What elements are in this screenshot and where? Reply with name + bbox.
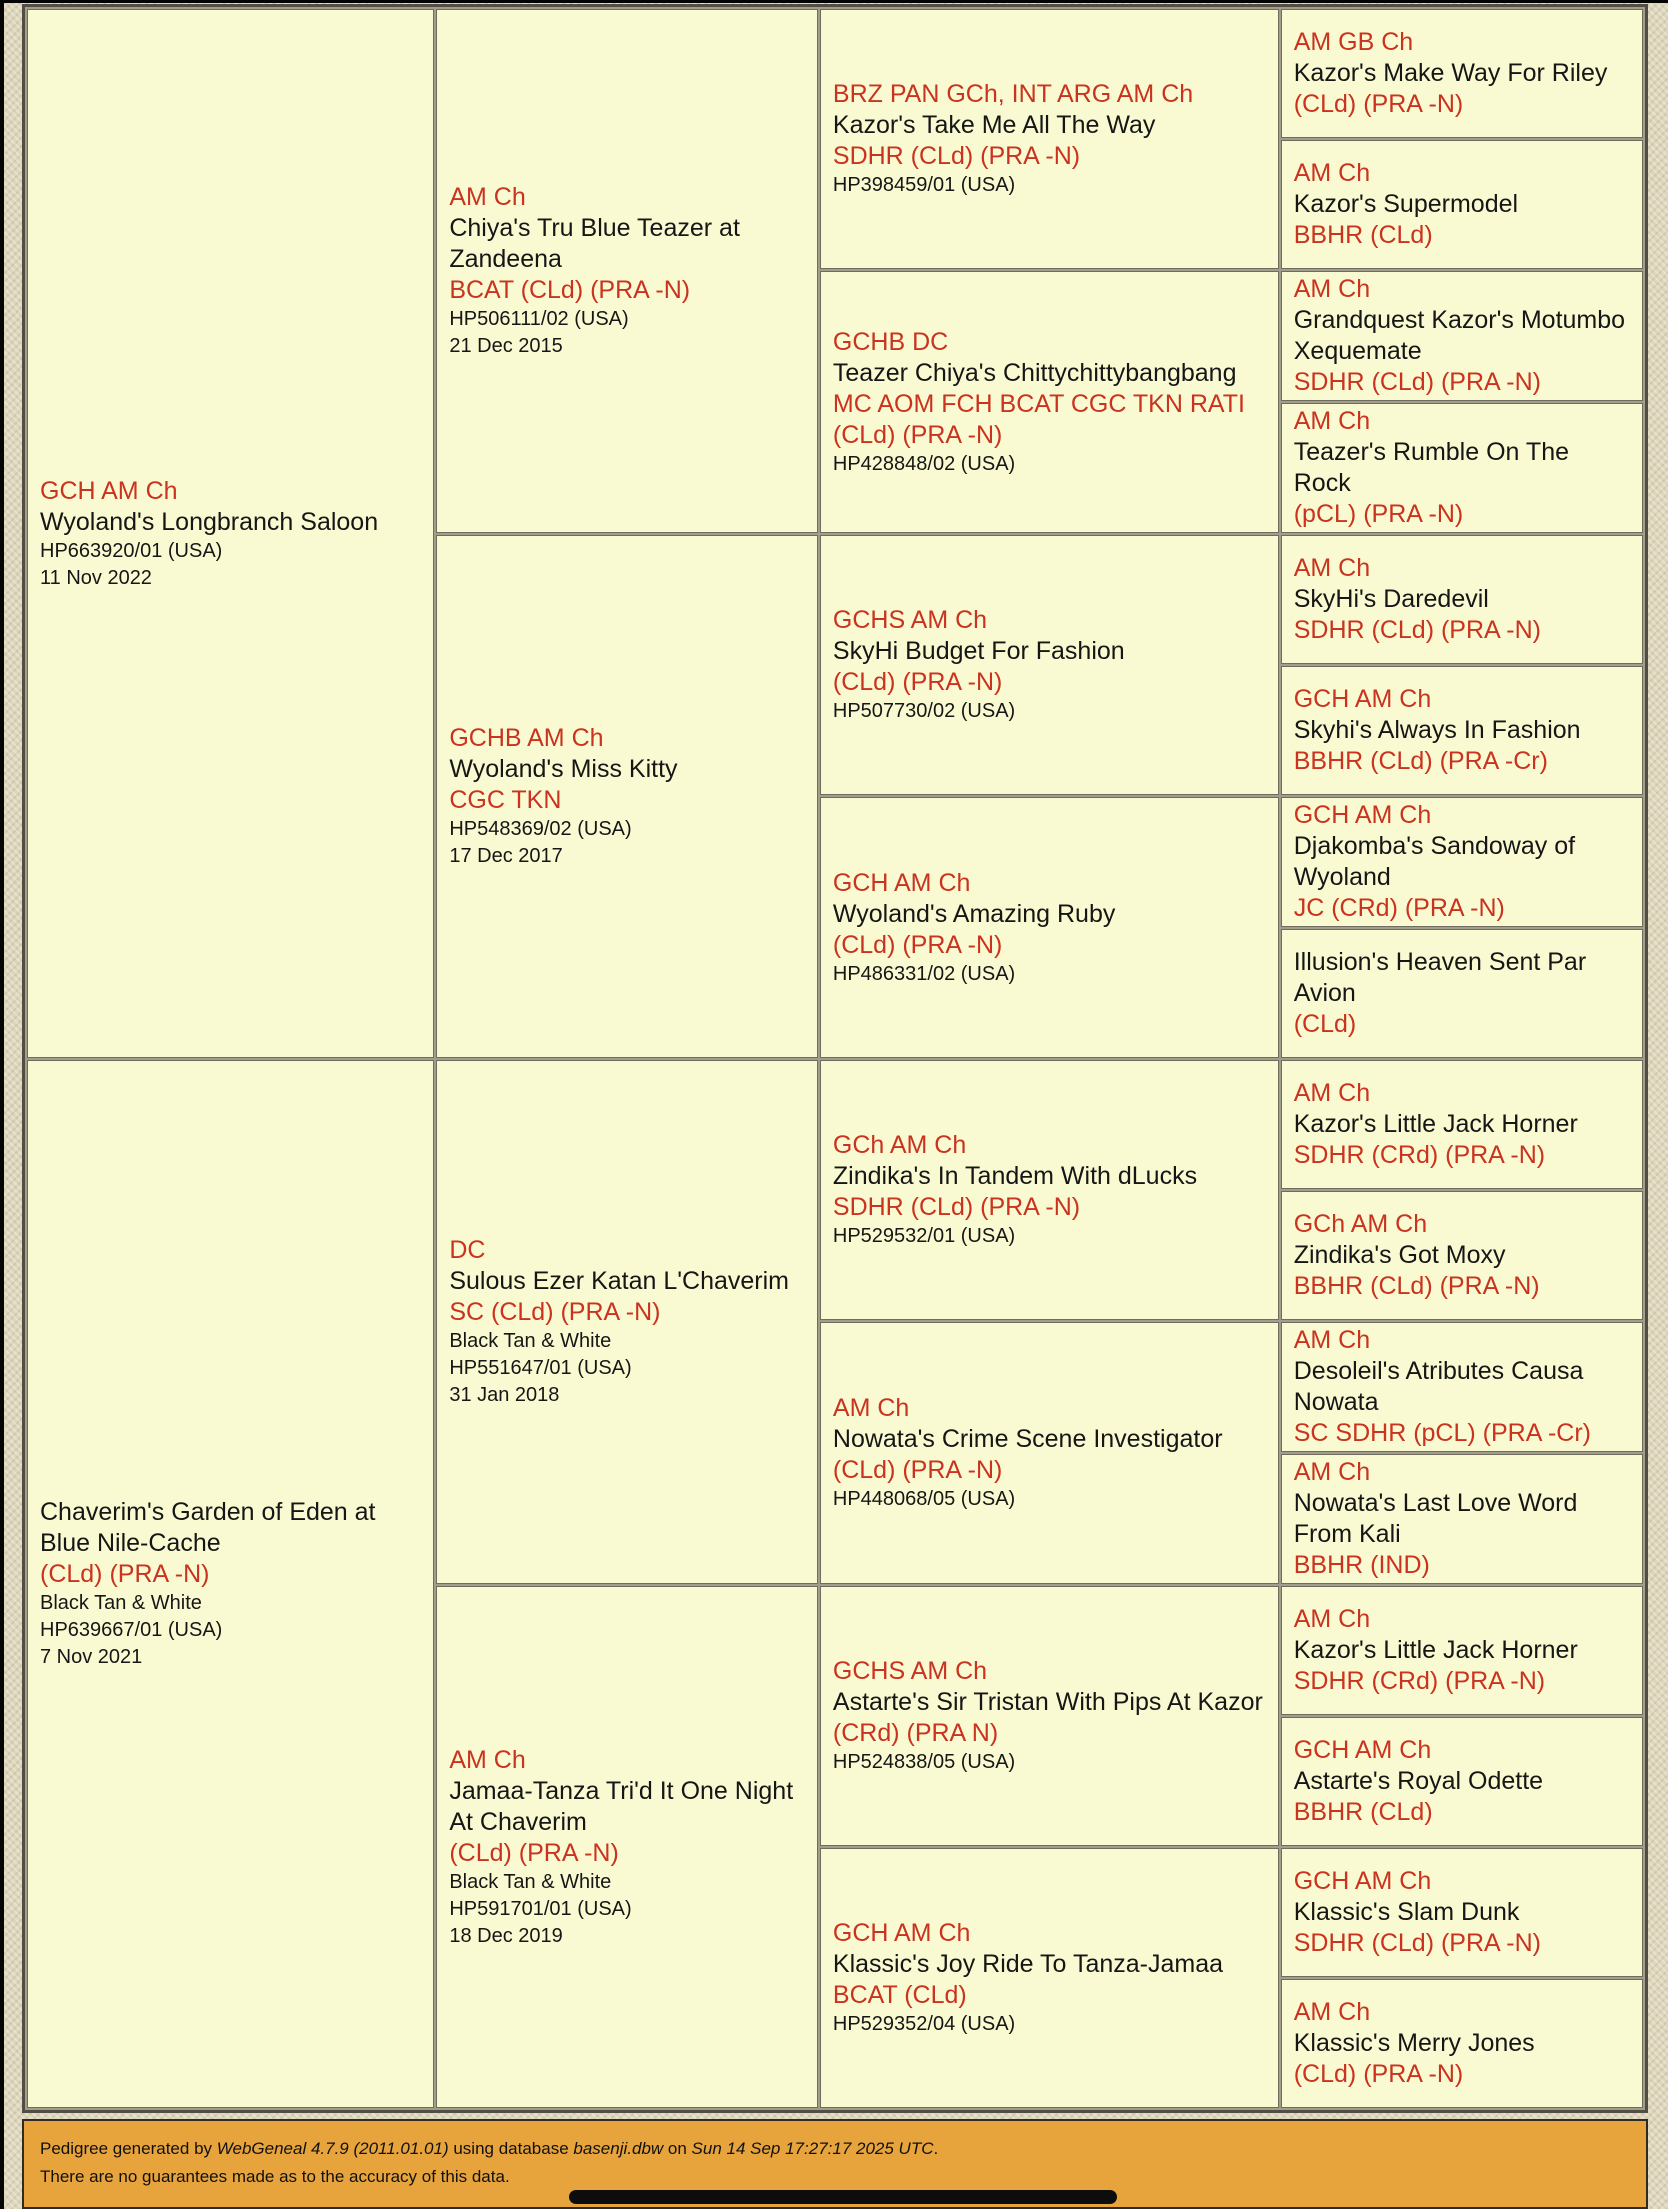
pedigree-cell-g4-13 bbox=[1281, 1717, 1643, 1846]
dog-awards: BBHR (CLd) bbox=[1293, 221, 1433, 249]
dog-name: Kazor's Supermodel bbox=[1293, 190, 1519, 218]
dog-awards: (pCL) (PRA -N) bbox=[1293, 500, 1464, 528]
dog-awards: BBHR (CLd) bbox=[1293, 1798, 1433, 1826]
dog-titles: AM Ch bbox=[449, 183, 526, 211]
dog-awards: SDHR (CLd) (PRA -N) bbox=[1293, 368, 1541, 396]
dog-card bbox=[449, 182, 807, 360]
dog-awards: (CLd) (PRA -N) bbox=[40, 1560, 210, 1588]
dog-card bbox=[1294, 553, 1632, 646]
dog-name: Astarte's Royal Odette bbox=[1293, 1767, 1544, 1795]
window-border-left bbox=[0, 0, 4, 2209]
pedigree-cell-g4-10 bbox=[1281, 1322, 1643, 1452]
dog-name: Sulous Ezer Katan L'Chaverim bbox=[449, 1267, 789, 1295]
dog-name: Wyoland's Miss Kitty bbox=[449, 755, 678, 783]
dog-dob: 7 Nov 2021 bbox=[40, 1646, 143, 1668]
dog-reg: HP663920/01 (USA) bbox=[40, 539, 223, 562]
dog-card bbox=[833, 1656, 1268, 1776]
dog-dob: 21 Dec 2015 bbox=[449, 335, 563, 357]
dog-card bbox=[833, 1393, 1268, 1513]
pedigree-cell-g4-9 bbox=[1281, 1191, 1643, 1320]
dog-titles: GCH AM Ch bbox=[1293, 1736, 1432, 1764]
dog-card bbox=[1294, 406, 1632, 530]
dog-awards: BBHR (CLd) (PRA -Cr) bbox=[1293, 747, 1548, 775]
footer-disclaimer: There are no guarantees made as to the accuracy of this data. bbox=[40, 2167, 510, 2186]
dog-titles: BRZ PAN GCh, INT ARG AM Ch bbox=[832, 80, 1194, 108]
dog-reg: HP529532/01 (USA) bbox=[832, 1225, 1016, 1247]
dog-titles: AM Ch bbox=[449, 1745, 526, 1774]
dog-awards: SDHR (CLd) (PRA -N) bbox=[832, 142, 1081, 170]
dog-name: SkyHi Budget For Fashion bbox=[832, 637, 1125, 665]
pedigree-cell-g3-0 bbox=[820, 9, 1279, 269]
pedigree-cell-g3-4 bbox=[820, 1060, 1279, 1320]
dog-dob: 11 Nov 2022 bbox=[40, 566, 152, 589]
dog-card bbox=[449, 723, 807, 870]
dog-card bbox=[1294, 1078, 1632, 1171]
dog-titles: GCHS AM Ch bbox=[832, 606, 988, 634]
dog-awards: JC (CRd) (PRA -N) bbox=[1293, 894, 1505, 922]
dog-name: Nowata's Last Love Word From Kali bbox=[1293, 1489, 1578, 1548]
dog-titles: AM Ch bbox=[1293, 1998, 1371, 2026]
dog-card bbox=[1294, 1604, 1632, 1697]
dog-awards: SDHR (CRd) (PRA -N) bbox=[1293, 1667, 1546, 1695]
dog-reg: HP639667/01 (USA) bbox=[40, 1619, 223, 1641]
footer-generated-line bbox=[40, 2135, 1646, 2163]
dog-name: Illusion's Heaven Sent Par Avion bbox=[1293, 948, 1587, 1007]
dog-card bbox=[1294, 27, 1632, 120]
footer-note bbox=[22, 2119, 1648, 2209]
dog-awards: BBHR (IND) bbox=[1293, 1551, 1430, 1579]
footer-database-name: basenji.dbw bbox=[573, 2139, 664, 2158]
dog-titles: AM Ch bbox=[1293, 1605, 1371, 1633]
dog-name: Kazor's Little Jack Horner bbox=[1293, 1110, 1578, 1138]
dog-name: Skyhi's Always In Fashion bbox=[1293, 716, 1581, 744]
footer-on: on bbox=[663, 2139, 692, 2158]
dog-awards: (CLd) (PRA -N) bbox=[832, 930, 1003, 959]
dog-awards: (CLd) (PRA -N) bbox=[832, 668, 1003, 696]
dog-name: Klassic's Joy Ride To Tanza-Jamaa bbox=[832, 1950, 1224, 1978]
dog-reg: HP428848/02 (USA) bbox=[832, 452, 1016, 475]
dog-titles: AM Ch bbox=[1293, 1326, 1371, 1354]
pedigree-cell-g4-11 bbox=[1281, 1454, 1643, 1584]
dog-reg: HP551647/01 (USA) bbox=[449, 1357, 632, 1379]
dog-name: Wyoland's Amazing Ruby bbox=[832, 899, 1116, 928]
dog-name: Teazer Chiya's Chittychittybangbang bbox=[832, 358, 1237, 387]
dog-card bbox=[40, 476, 423, 592]
pedigree-cell-g4-3 bbox=[1281, 403, 1643, 533]
pedigree-cell-g4-1 bbox=[1281, 140, 1643, 269]
dog-dob: 17 Dec 2017 bbox=[449, 845, 563, 867]
dog-titles: GCHS AM Ch bbox=[832, 1657, 988, 1685]
dog-name: Klassic's Merry Jones bbox=[1293, 2029, 1535, 2057]
dog-card bbox=[833, 868, 1268, 988]
dog-titles: GCH AM Ch bbox=[1293, 1867, 1432, 1895]
dog-awards: (CRd) (PRA N) bbox=[832, 1719, 999, 1747]
dog-card bbox=[1294, 1866, 1632, 1959]
dog-card bbox=[1294, 800, 1632, 924]
pedigree-cell-g3-7 bbox=[820, 1848, 1279, 2108]
dog-awards: SC SDHR (pCL) (PRA -Cr) bbox=[1293, 1419, 1591, 1447]
pedigree-cell-g1-0 bbox=[27, 9, 434, 1058]
footer-timestamp: Sun 14 Sep 17:27:17 2025 UTC bbox=[691, 2139, 934, 2158]
dog-reg: HP398459/01 (USA) bbox=[832, 174, 1016, 196]
dog-titles: GCH AM Ch bbox=[1293, 801, 1432, 829]
dog-reg: HP486331/02 (USA) bbox=[832, 962, 1016, 985]
dog-card bbox=[1294, 684, 1632, 777]
pedigree-cell-g3-6 bbox=[820, 1586, 1279, 1846]
dog-reg: HP507730/02 (USA) bbox=[832, 700, 1016, 722]
dog-card bbox=[449, 1745, 807, 1950]
dog-titles: GCH AM Ch bbox=[1293, 685, 1432, 713]
page-content bbox=[22, 4, 1648, 2209]
dog-card bbox=[1294, 1997, 1632, 2090]
dog-card bbox=[833, 605, 1268, 725]
window-border-top bbox=[0, 0, 1668, 3]
dog-awards: CGC TKN bbox=[449, 786, 562, 814]
dog-reg: HP548369/02 (USA) bbox=[449, 818, 632, 840]
dog-awards: BCAT (CLd) (PRA -N) bbox=[449, 276, 691, 304]
dog-reg: HP591701/01 (USA) bbox=[449, 1897, 632, 1920]
dog-titles: GCH AM Ch bbox=[832, 1919, 971, 1947]
dog-color: Black Tan & White bbox=[40, 1592, 202, 1614]
pedigree-cell-g3-5 bbox=[820, 1322, 1279, 1584]
dog-name: Zindika's In Tandem With dLucks bbox=[832, 1162, 1198, 1190]
dog-awards: MC AOM FCH BCAT CGC TKN RATI (CLd) (PRA -N) bbox=[832, 389, 1245, 449]
dog-titles: AM Ch bbox=[1293, 275, 1371, 303]
dog-card bbox=[1294, 1325, 1632, 1449]
pedigree-cell-g4-5 bbox=[1281, 666, 1643, 795]
dog-name: Klassic's Slam Dunk bbox=[1293, 1898, 1520, 1926]
dog-name: Teazer's Rumble On The Rock bbox=[1293, 438, 1570, 497]
dog-awards: SC (CLd) (PRA -N) bbox=[449, 1298, 661, 1326]
dog-titles: AM Ch bbox=[1293, 407, 1371, 435]
dog-titles: GCH AM Ch bbox=[832, 868, 971, 897]
dog-awards: (CLd) (PRA -N) bbox=[449, 1838, 619, 1867]
dog-titles: GCh AM Ch bbox=[1293, 1210, 1428, 1238]
dog-titles: GCHB DC bbox=[832, 327, 949, 356]
dog-card bbox=[1294, 1735, 1632, 1828]
footer-prefix: Pedigree generated by bbox=[40, 2139, 217, 2158]
dog-name: Desoleil's Atributes Causa Nowata bbox=[1293, 1357, 1584, 1416]
pedigree-table bbox=[22, 4, 1648, 2113]
dog-reg: HP506111/02 (USA) bbox=[449, 308, 629, 330]
dog-reg: HP524838/05 (USA) bbox=[832, 1751, 1016, 1773]
dog-awards: (CLd) (PRA -N) bbox=[832, 1456, 1003, 1484]
dog-name: SkyHi's Daredevil bbox=[1293, 585, 1489, 613]
dog-name: Nowata's Crime Scene Investigator bbox=[832, 1425, 1223, 1453]
dog-name: Wyoland's Longbranch Saloon bbox=[40, 507, 379, 536]
pedigree-cell-g4-12 bbox=[1281, 1586, 1643, 1715]
dog-name: Zindika's Got Moxy bbox=[1293, 1241, 1506, 1269]
pedigree-cell-g3-3 bbox=[820, 797, 1279, 1058]
pedigree-cell-g4-2 bbox=[1281, 271, 1643, 401]
dog-reg: HP448068/05 (USA) bbox=[832, 1488, 1016, 1510]
dog-awards: SDHR (CLd) (PRA -N) bbox=[832, 1193, 1081, 1221]
dog-titles: AM Ch bbox=[1293, 1079, 1371, 1107]
pedigree-cell-g4-7 bbox=[1281, 929, 1643, 1058]
dog-name: Chiya's Tru Blue Teazer at Zandeena bbox=[449, 214, 740, 273]
dog-dob: 31 Jan 2018 bbox=[449, 1384, 560, 1406]
horizontal-scrollbar-thumb[interactable] bbox=[569, 2190, 1117, 2204]
dog-card bbox=[833, 1918, 1268, 2038]
dog-awards: (CLd) (PRA -N) bbox=[1293, 90, 1464, 118]
dog-reg: HP529352/04 (USA) bbox=[832, 2013, 1016, 2035]
dog-name: Jamaa-Tanza Tri'd It One Night At Chaverim bbox=[449, 1776, 794, 1836]
dog-card bbox=[833, 1130, 1268, 1250]
dog-name: Kazor's Make Way For Riley bbox=[1293, 59, 1608, 87]
dog-name: Grandquest Kazor's Motumbo Xequemate bbox=[1293, 306, 1626, 365]
dog-name: Djakomba's Sandoway of Wyoland bbox=[1293, 832, 1576, 891]
dog-titles: DC bbox=[449, 1236, 486, 1264]
dog-awards: SDHR (CLd) (PRA -N) bbox=[1293, 616, 1541, 644]
pedigree-cell-g3-2 bbox=[820, 535, 1279, 795]
pedigree-cell-g4-8 bbox=[1281, 1060, 1643, 1189]
dog-name: Chaverim's Garden of Eden at Blue Nile-Cache bbox=[40, 1498, 376, 1557]
dog-color: Black Tan & White bbox=[449, 1870, 612, 1893]
pedigree-cell-g3-1 bbox=[820, 271, 1279, 533]
dog-awards: SDHR (CLd) (PRA -N) bbox=[1293, 1929, 1541, 1957]
dog-titles: AM GB Ch bbox=[1293, 28, 1414, 56]
dog-dob: 18 Dec 2019 bbox=[449, 1924, 563, 1947]
dog-awards: (CLd) (PRA -N) bbox=[1293, 2060, 1464, 2088]
pedigree-cell-g4-6 bbox=[1281, 797, 1643, 927]
dog-card bbox=[1294, 274, 1632, 398]
footer-mid: using database bbox=[448, 2139, 574, 2158]
pedigree-cell-g4-14 bbox=[1281, 1848, 1643, 1977]
dog-name: Kazor's Little Jack Horner bbox=[1293, 1636, 1578, 1664]
dog-card bbox=[1294, 1457, 1632, 1581]
dog-color: Black Tan & White bbox=[449, 1330, 612, 1352]
dog-card bbox=[1294, 1209, 1632, 1302]
pedigree-cell-g4-15 bbox=[1281, 1979, 1643, 2108]
dog-awards: BCAT (CLd) bbox=[832, 1981, 967, 2009]
dog-card bbox=[833, 79, 1268, 199]
footer-app-name: WebGeneal 4.7.9 (2011.01.01) bbox=[216, 2139, 449, 2158]
dog-titles: AM Ch bbox=[1293, 554, 1371, 582]
pedigree-cell-g2-0 bbox=[436, 9, 818, 533]
dog-titles: GCHB AM Ch bbox=[449, 724, 604, 752]
dog-card bbox=[40, 1497, 423, 1671]
dog-card bbox=[1294, 947, 1632, 1040]
dog-awards: BBHR (CLd) (PRA -N) bbox=[1293, 1272, 1540, 1300]
dog-titles: AM Ch bbox=[832, 1394, 910, 1422]
pedigree-cell-g1-1 bbox=[27, 1060, 434, 2108]
dog-name: Kazor's Take Me All The Way bbox=[832, 111, 1156, 139]
dog-awards: (CLd) bbox=[1293, 1010, 1357, 1038]
dog-titles: AM Ch bbox=[1293, 159, 1371, 187]
pedigree-cell-g4-4 bbox=[1281, 535, 1643, 664]
dog-titles: GCh AM Ch bbox=[832, 1131, 967, 1159]
pedigree-cell-g2-2 bbox=[436, 1060, 818, 1584]
dog-titles: AM Ch bbox=[1293, 1458, 1371, 1486]
dog-card bbox=[449, 1235, 807, 1409]
pedigree-cell-g4-0 bbox=[1281, 9, 1643, 138]
dog-titles: GCH AM Ch bbox=[40, 476, 178, 505]
footer-period: . bbox=[933, 2139, 939, 2158]
dog-card bbox=[833, 327, 1268, 478]
pedigree-cell-g2-1 bbox=[436, 535, 818, 1058]
dog-name: Astarte's Sir Tristan With Pips At Kazor bbox=[832, 1688, 1263, 1716]
pedigree-cell-g2-3 bbox=[436, 1586, 818, 2108]
dog-awards: SDHR (CRd) (PRA -N) bbox=[1293, 1141, 1546, 1169]
dog-card bbox=[1294, 158, 1632, 251]
